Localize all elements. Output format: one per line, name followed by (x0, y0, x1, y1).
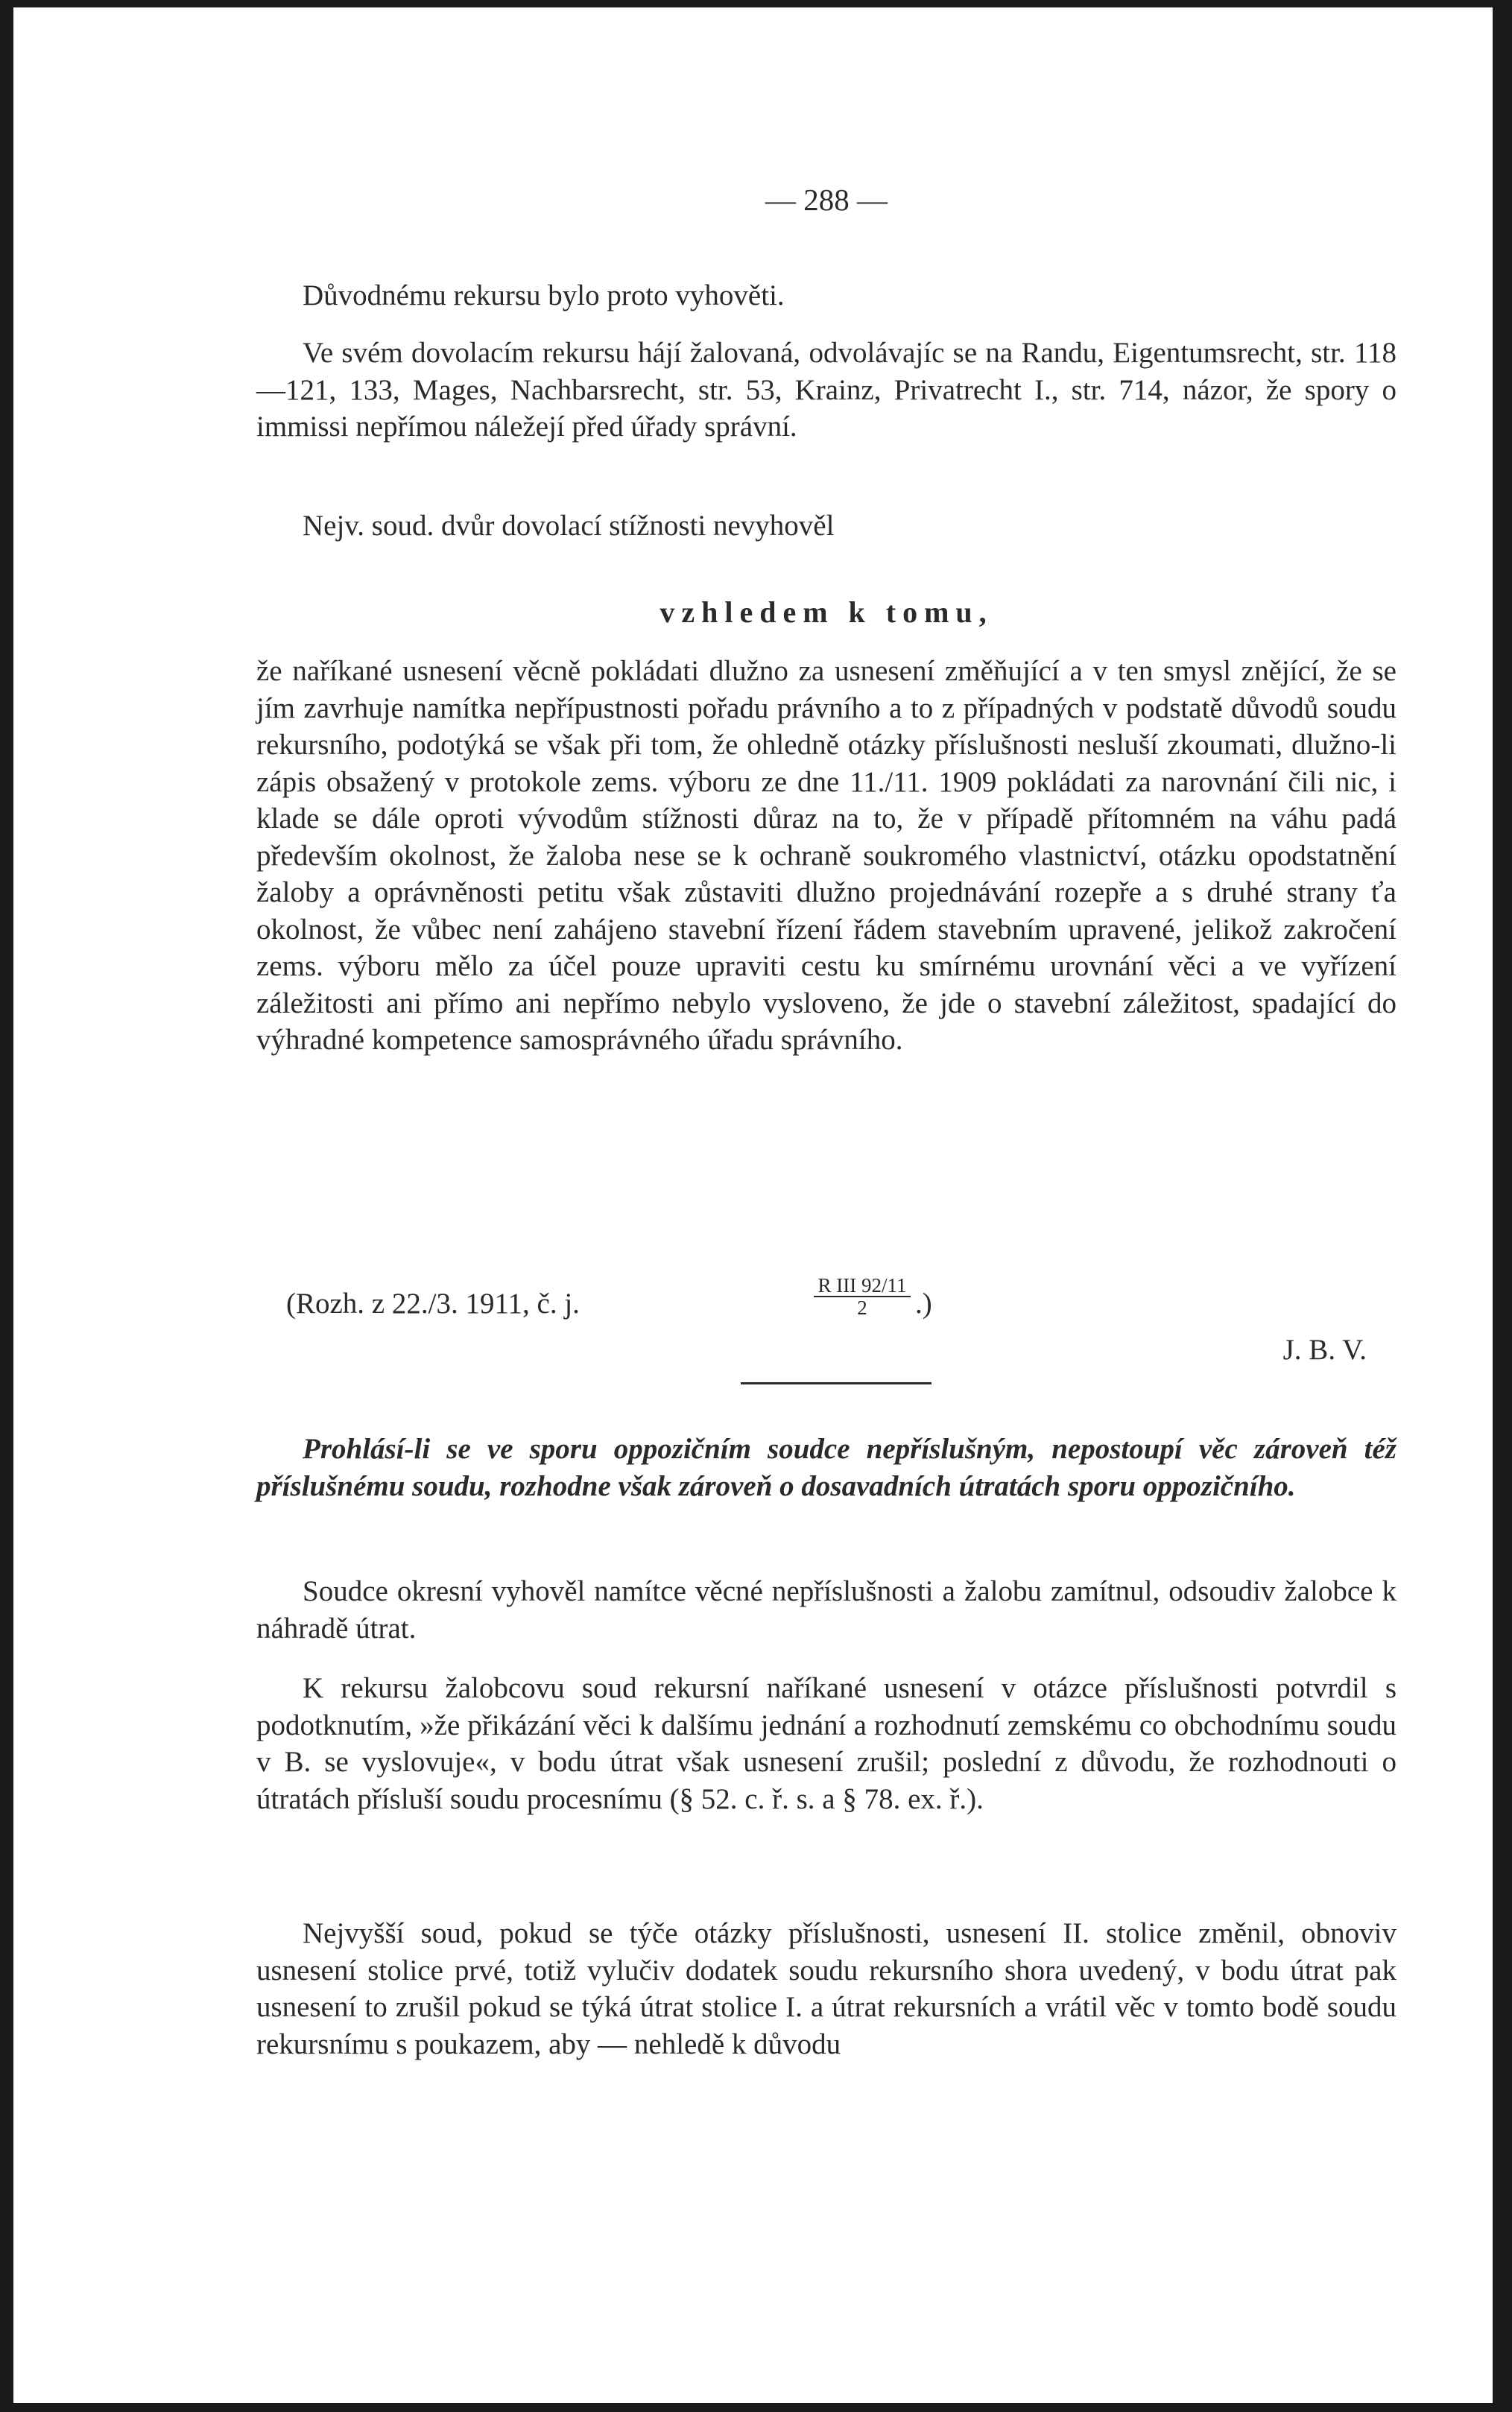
page-number: — 288 — (765, 183, 888, 217)
section-heading: vzhledem k tomu, (659, 595, 993, 629)
paragraph-6: K rekursu žalobcovu soud rekursní naříkané usnesení v otázce příslušnosti potvrdil s podotknutím, »že přikázání věci k dalšímu jednání a rozhodnutí zemskému co obchodnímu soudu v B. se vyslovuje«, v bodu útrat však usnesení zrušil; poslední z důvodu, že rozhodnouti o útratách přísluší soudu procesnímu (§ 52. c. ř. s. a § 78. ex. ř.). (256, 1672, 1396, 1815)
reference-text: (Rozh. z 22./3. 1911, č. j. (286, 1288, 580, 1320)
reference-fraction (814, 1275, 911, 1318)
paragraph-7: Nejvyšší soud, pokud se týče otázky příslušnosti, usnesení II. stolice změnil, obnoviv usnesení stolice prvé, totiž vylučiv dodatek soudu rekursního shora uvedený, v bodu útrat pak usnesení to zrušil pokud se týká útrat stolice I. a útrat rekursních a vrátil věc v tomto bodě soudu rekursnímu s poukazem, aby — nehledě k důvodu (256, 1917, 1396, 2060)
paragraph-5: Soudce okresní vyhověl namítce věcné nepříslušnosti a žalobu zamítnul, odsoudiv žalobce k náhradě útrat. (256, 1575, 1396, 1645)
decision-reference (256, 1274, 1396, 1330)
reference-close: .) (915, 1288, 932, 1320)
document-page (13, 7, 1493, 2403)
paragraph-2: Ve svém dovolacím rekursu hájí žalovaná, odvolávajíc se na Randu, Eigentumsrecht, str. 118—121, 133, Mages, Nachbarsrecht, str. 53, Krainz, Privatrecht I., str. 714, názor, že spory o immissi nepřímou náležejí před úřady správní. (256, 337, 1396, 443)
reference-numerator: R III 92/11 (814, 1275, 911, 1297)
section-divider (741, 1382, 931, 1384)
paragraph-4: že naříkané usnesení věcně pokládati dlužno za usnesení změňující a v ten smysl znějící, že se jím zavrhuje namítka nepřípustnosti pořadu právního a to z případných v podstatě důvodů soudu rekursního, podotýká se však při tom, že ohledně otázky příslušnosti nesluší zkoumati, dlužno-li zápis obsažený v protokole zems. výboru ze dne 11./11. 1909 pokládati za narovnání čili nic, i klade se dále oproti vývodům stížnosti důraz na to, že v případě přítomném na váhu padá především okolnost, že žaloba nese se k ochraně soukromého vlastnictví, otázku opodstatnění žaloby a oprávněnosti petitu však zůstaviti dlužno projednávání rozepře a s druhé strany ťa okolnost, že vůbec není zahájeno stavební řízení řádem stavebním upravené, jelikož zakročení zems. výboru mělo za účel pouze upraviti cestu ku smírnému urovnání věci a ve vyřízení záležitosti ani přímo ani nepřímo nebylo vysloveno, že jde o stavební záležitost, spadající do výhradné kompetence samosprávného úřadu správního. (256, 655, 1396, 1056)
paragraph-1: Důvodnému rekursu bylo proto vyhověti. (303, 279, 785, 311)
author-signature: J. B. V. (1282, 1334, 1367, 1366)
italic-heading: Prohlásí-li se ve sporu oppozičním soudce nepříslušným, nepostoupí věc zároveň též příslušnému soudu, rozhodne však zároveň o dosavadních útratách sporu oppozičního. (256, 1433, 1396, 1502)
paragraph-3: Nejv. soud. dvůr dovolací stížnosti nevyhověl (303, 510, 835, 542)
reference-denominator: 2 (857, 1297, 867, 1319)
